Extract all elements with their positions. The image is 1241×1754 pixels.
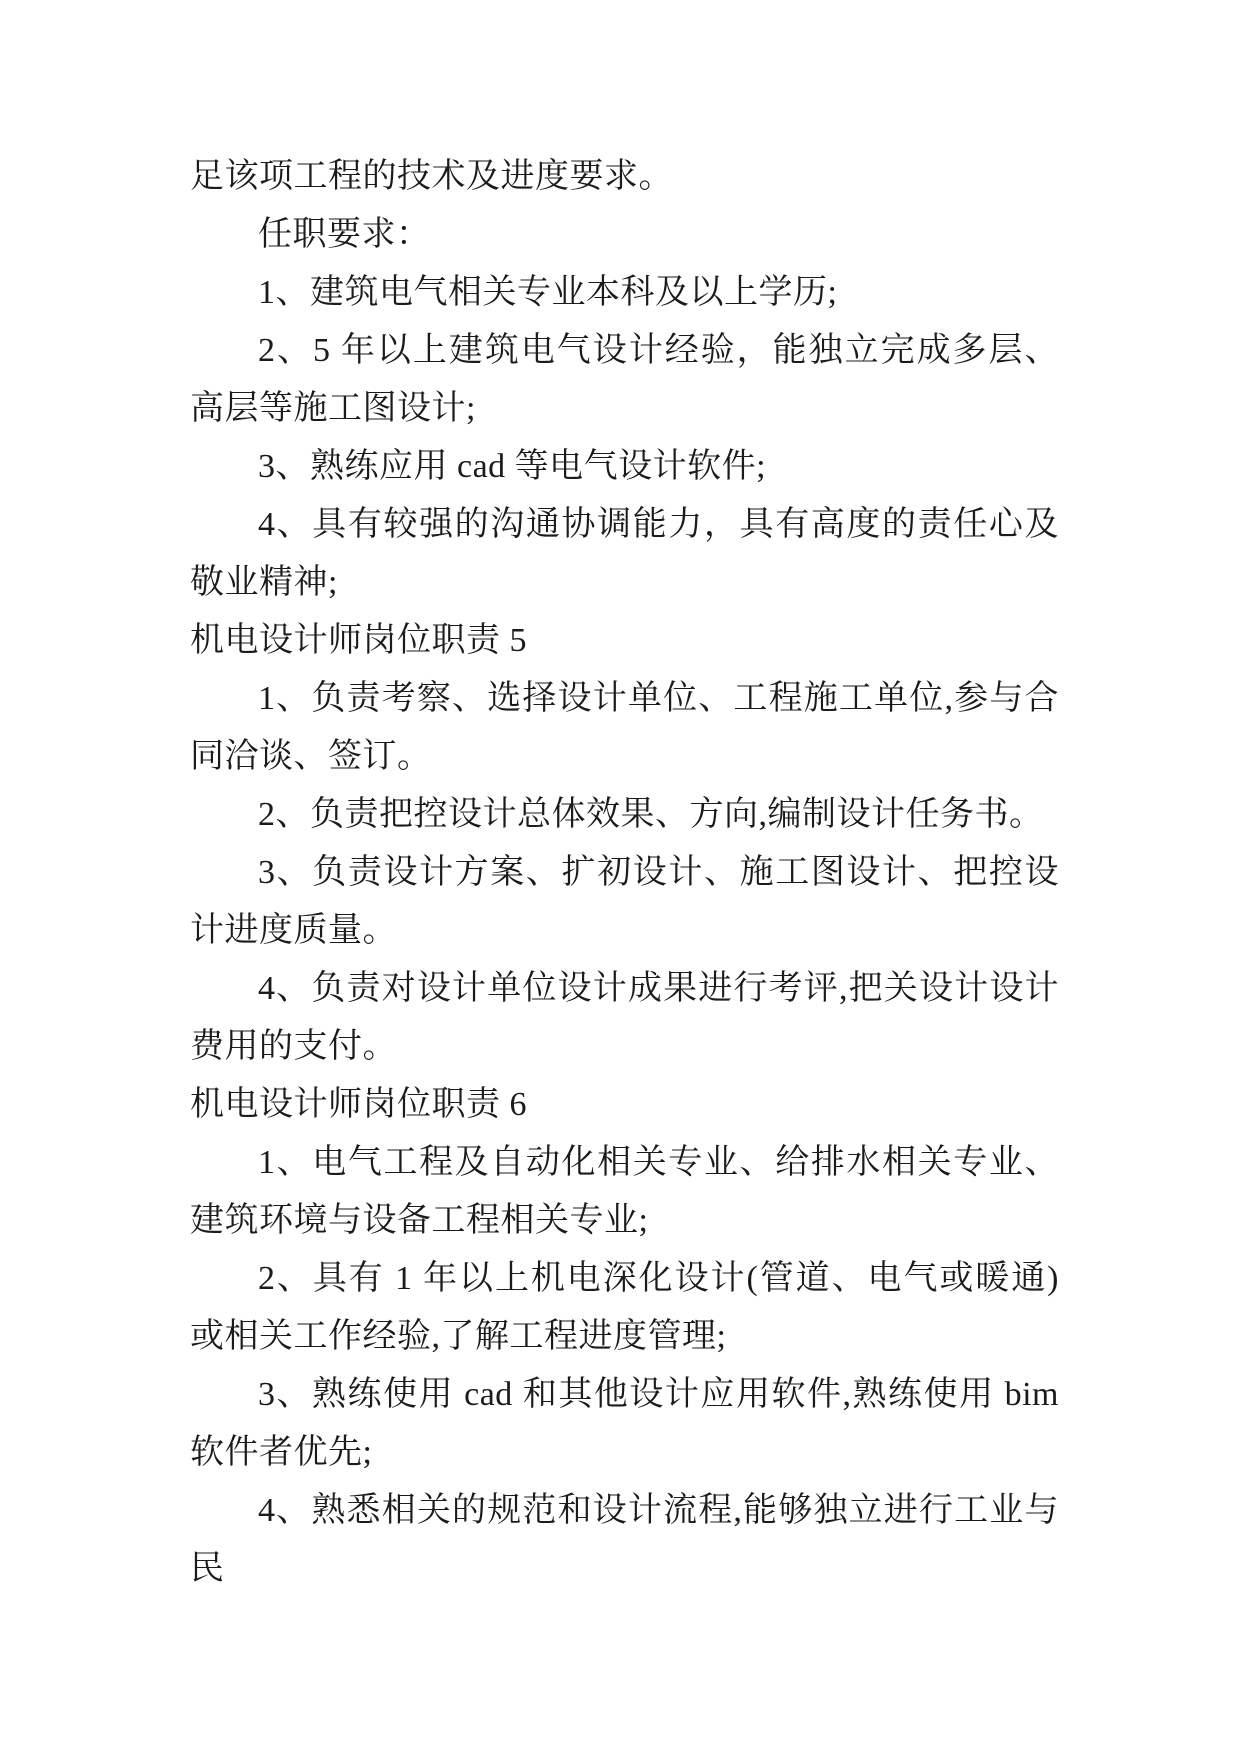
section-heading: 机电设计师岗位职责 5: [190, 622, 527, 659]
list-item: 1、负责考察、选择设计单位、工程施工单位,参与合同洽谈、签订。: [190, 680, 1059, 775]
list-item: 2、负责把控设计总体效果、方向,编制设计任务书。: [258, 796, 1044, 833]
list-item: 4、具有较强的沟通协调能力，具有高度的责任心及敬业精神;: [190, 506, 1059, 601]
section-heading: 机电设计师岗位职责 6: [190, 1086, 527, 1123]
list-item: 3、负责设计方案、扩初设计、施工图设计、把控设计进度质量。: [190, 854, 1059, 949]
body-paragraph: 足该项工程的技术及进度要求。: [190, 158, 673, 195]
document-body: [190, 148, 1059, 1598]
list-item: 3、熟练使用 cad 和其他设计应用软件,熟练使用 bim 软件者优先;: [190, 1376, 1059, 1471]
list-item: 2、5 年以上建筑电气设计经验，能独立完成多层、高层等施工图设计;: [190, 332, 1059, 427]
list-item: 1、建筑电气相关专业本科及以上学历;: [258, 274, 838, 311]
body-paragraph: 任职要求：: [258, 216, 431, 253]
list-item: 3、熟练应用 cad 等电气设计软件;: [258, 448, 767, 485]
list-item: 4、负责对设计单位设计成果进行考评,把关设计设计费用的支付。: [190, 970, 1059, 1065]
list-item: 2、具有 1 年以上机电深化设计(管道、电气或暖通)或相关工作经验,了解工程进度管理;: [190, 1260, 1059, 1355]
list-item: 1、电气工程及自动化相关专业、给排水相关专业、建筑环境与设备工程相关专业;: [190, 1144, 1059, 1239]
list-item: 4、熟悉相关的规范和设计流程,能够独立进行工业与民: [190, 1492, 1059, 1587]
